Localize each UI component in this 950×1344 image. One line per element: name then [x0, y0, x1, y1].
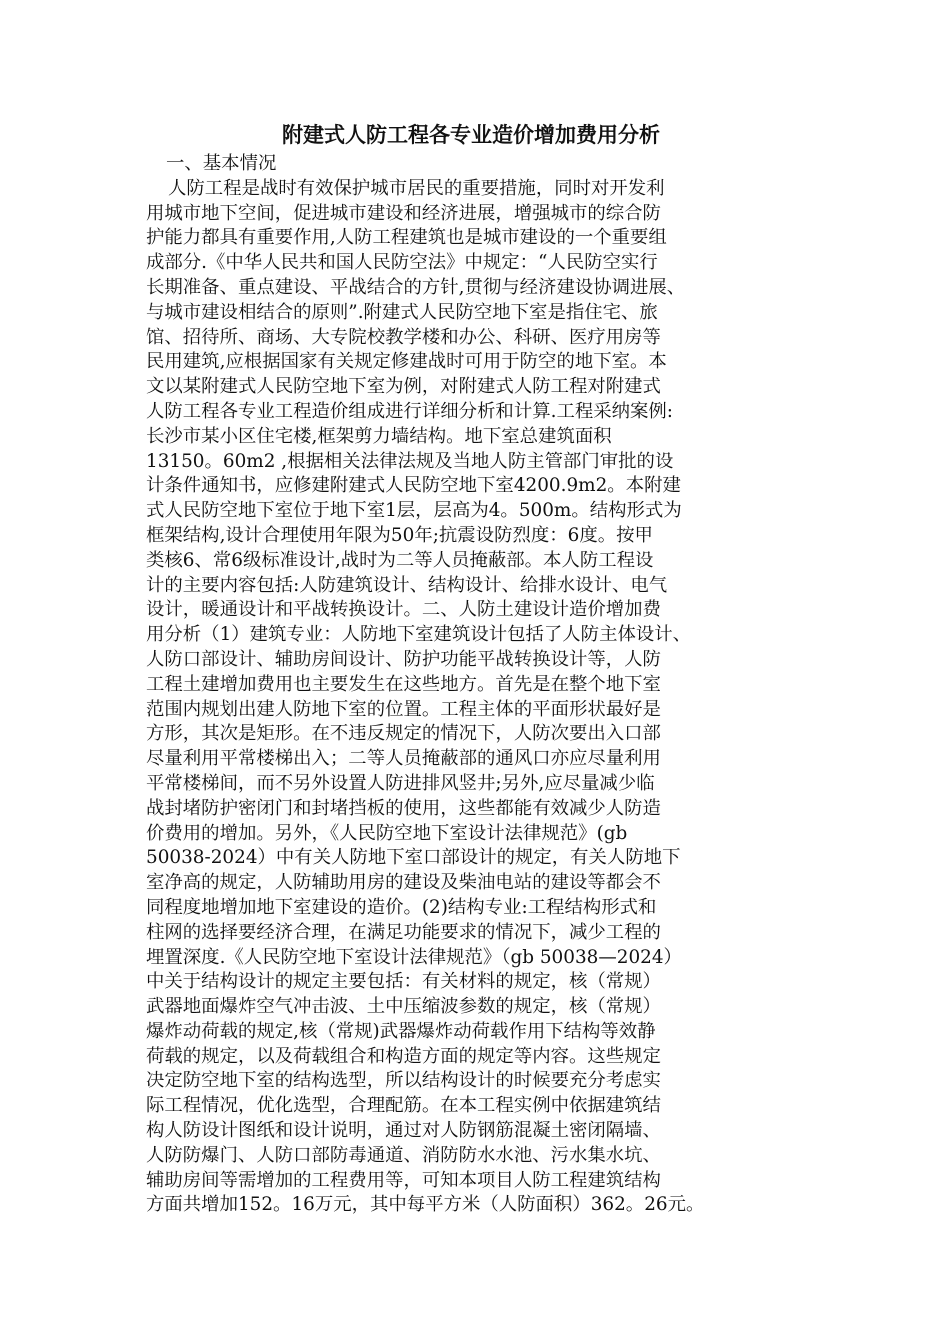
paragraph-line: 价费用的增加。另外，《人民防空地下室设计法律规范》(gb: [146, 822, 628, 844]
paragraph-line: 成部分.《中华人民共和国人民防空法》中规定：“人民防空实行: [146, 252, 658, 274]
paragraph-line: 爆炸动荷载的规定,核（常规)武器爆炸动荷载作用下结构等效静: [146, 1020, 656, 1042]
paragraph-line: 民用建筑,应根据国家有关规定修建战时可用于防空的地下室。本: [146, 351, 667, 373]
paragraph-line: 埋置深度.《人民防空地下室设计法律规范》（gb 50038—2024）: [146, 946, 682, 968]
paragraph-line: 设计，暖通设计和平战转换设计。二、人防土建设计造价增加费: [146, 599, 661, 621]
document-page: [146, 118, 806, 1218]
document-title: 附建式人防工程各专业造价增加费用分析: [282, 122, 660, 147]
paragraph-line: 武器地面爆炸空气冲击波、土中压缩波参数的规定，核（常规）: [146, 996, 661, 1018]
paragraph-line: 用城市地下空间，促进城市建设和经济进展，增强城市的综合防: [146, 202, 661, 224]
paragraph-line: 与城市建设相结合的原则”.附建式人民防空地下室是指住宅、旅: [146, 301, 658, 323]
paragraph-line: 室净高的规定，人防辅助用房的建设及柴油电站的建设等都会不: [146, 872, 661, 894]
paragraph-line: 中关于结构设计的规定主要包括：有关材料的规定，核（常规）: [146, 971, 661, 993]
paragraph-line: 同程度地增加地下室建设的造价。(2)结构专业:工程结构形式和: [146, 896, 657, 918]
paragraph-line: 构人防设计图纸和设计说明，通过对人防钢筋混凝土密闭隔墙、: [146, 1120, 661, 1142]
paragraph-line: 荷载的规定，以及荷载组合和构造方面的规定等内容。这些规定: [146, 1045, 661, 1067]
paragraph-line: 框架结构,设计合理使用年限为50年;抗震设防烈度：6度。按甲: [146, 524, 653, 546]
paragraph-line: 辅助房间等需增加的工程费用等，可知本项目人防工程建筑结构: [146, 1169, 661, 1191]
paragraph-line: 际工程情况，优化选型，合理配筋。在本工程实例中依据建筑结: [146, 1095, 661, 1117]
paragraph-line: 平常楼梯间，而不另外设置人防进排风竖井;另外,应尽量减少临: [146, 772, 655, 794]
paragraph-line: 人防防爆门、人防口部防毒通道、消防防水水池、污水集水坑、: [146, 1144, 661, 1166]
paragraph-line: 式人民防空地下室位于地下室1层，层高为4。500m。结构形式为: [146, 500, 682, 522]
paragraph-line: 13150。60m2 ,根据相关法律法规及当地人防主管部门审批的设: [146, 450, 674, 472]
paragraph-line: 计的主要内容包括:人防建筑设计、结构设计、给排水设计、电气: [146, 574, 668, 596]
paragraph-line: 馆、招待所、商场、大专院校教学楼和办公、科研、医疗用房等: [146, 326, 661, 348]
paragraph-line: 方面共增加152。16万元，其中每平方米（人防面积）362。26元。: [146, 1194, 705, 1216]
paragraph-line: 50038-2024）中有关人防地下室口部设计的规定，有关人防地下: [146, 847, 681, 869]
paragraph-line: 计条件通知书，应修建附建式人民防空地下室4200.9m2。本附建: [146, 475, 681, 497]
section-heading: 一、基本情况: [166, 153, 277, 174]
paragraph-line: 战封堵防护密闭门和封堵挡板的使用，这些都能有效减少人防造: [146, 797, 661, 819]
paragraph-line: 长沙市某小区住宅楼,框架剪力墙结构。地下室总建筑面积: [146, 425, 612, 447]
paragraph-line: 文以某附建式人民防空地下室为例，对附建式人防工程对附建式: [146, 376, 661, 398]
paragraph-line: 长期准备、重点建设、平战结合的方针,贯彻与经济建设协调进展、: [146, 276, 686, 298]
paragraph-line: 护能力都具有重要作用,人防工程建筑也是城市建设的一个重要组: [146, 227, 667, 249]
paragraph-line: 方形，其次是矩形。在不违反规定的情况下，人防次要出入口部: [146, 723, 661, 745]
paragraph-line: 尽量利用平常楼梯出入；二等人员掩蔽部的通风口亦应尽量利用: [146, 748, 661, 770]
paragraph-line: 人防工程是战时有效保护城市居民的重要措施，同时对开发利: [168, 177, 665, 199]
paragraph-line: 人防工程各专业工程造价组成进行详细分析和计算.工程采纳案例:: [146, 400, 673, 422]
paragraph-line: 人防口部设计、辅助房间设计、防护功能平战转换设计等，人防: [146, 648, 661, 670]
paragraph-line: 决定防空地下室的结构选型，所以结构设计的时候要充分考虑实: [146, 1070, 661, 1092]
paragraph-line: 类核6、常6级标准设计,战时为二等人员掩蔽部。本人防工程设: [146, 549, 654, 571]
paragraph-line: 柱网的选择要经济合理，在满足功能要求的情况下，减少工程的: [146, 921, 661, 943]
paragraph-line: 用分析（1）建筑专业：人防地下室建筑设计包括了人防主体设计、: [146, 624, 692, 646]
paragraph-line: 工程土建增加费用也主要发生在这些地方。首先是在整个地下室: [146, 673, 661, 695]
paragraph-line: 范围内规划出建人防地下室的位置。工程主体的平面形状最好是: [146, 698, 661, 720]
